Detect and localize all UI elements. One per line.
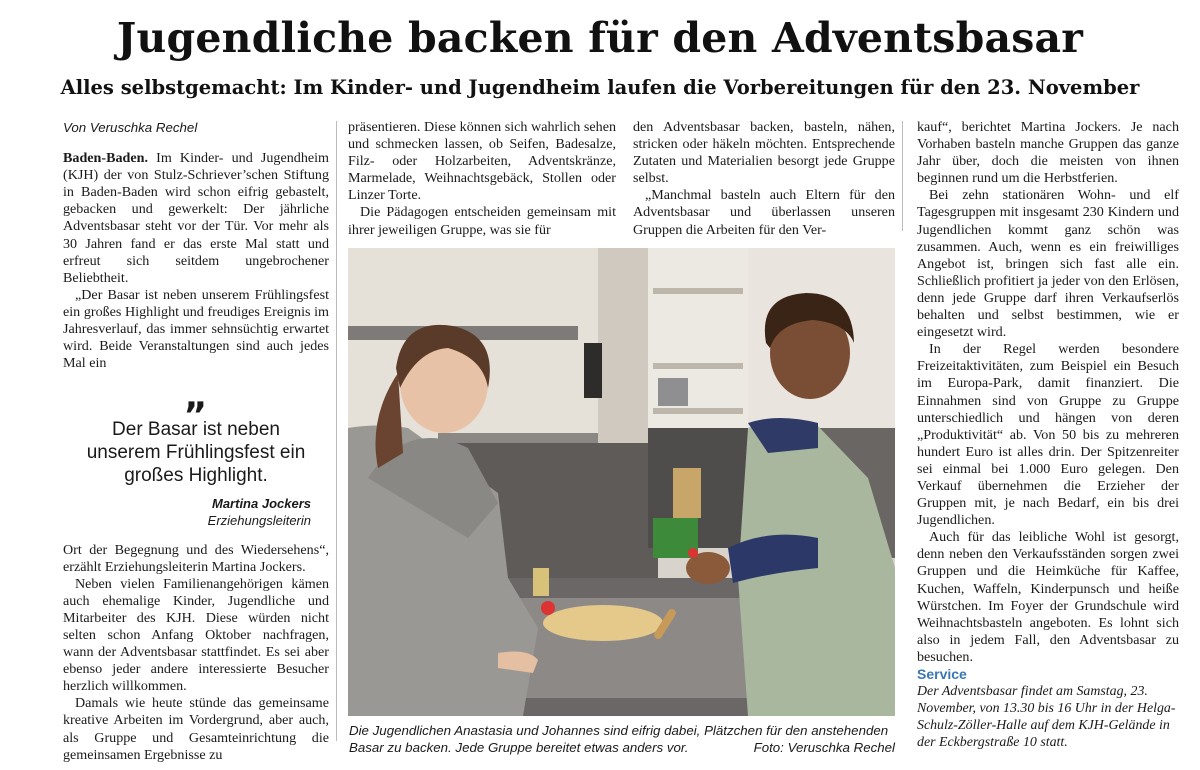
quote-mark-icon: „ (184, 376, 208, 418)
photo-caption (349, 722, 895, 756)
column-3 (633, 119, 895, 239)
pull-quote-text: Der Basar ist neben unserem Frühlingsfest ein großes Highlight. (86, 419, 306, 487)
pull-quote-role: Erziehungsleiterin (207, 513, 311, 529)
kitchen-photo-illustration (348, 248, 895, 716)
column-1 (63, 119, 329, 764)
paragraph: kauf“, berichtet Martina Jockers. Je nach Vorhaben basteln manche Gruppen das ganze Jahr über, doch die meisten von ihnen beginnen rund um die Herbstferien. (917, 119, 1179, 187)
article-headline: Jugendliche backen für den Adventsbasar (116, 14, 1084, 62)
paragraph: „Manchmal basteln auch Eltern für den Adventsbasar und überlassen unseren Gruppen die Arbeiten für den Ver- (633, 187, 895, 238)
paragraph: Ort der Begegnung und des Wiedersehens“, erzählt Erziehungsleiterin Martina Jockers. (63, 541, 329, 575)
paragraph: Bei zehn stationären Wohn- und elf Tagesgruppen mit insgesamt 230 Kindern und Jugendlichen kommt ganz schön was zusammen. Auch, wenn es ein freiwilliges Angebot ist, bringen sich fast alle ein. Schließlich profitiert ja jeder von den Erlösen, denn jede Gruppe darf ihren Verkaufserlös behalten und selbst bestimmen, wie er eingesetzt wird. (917, 187, 1179, 341)
paragraph: Auch für das leibliche Wohl ist gesorgt, denn neben den Verkaufsständen sorgen zwei Gruppen und die Heimküche für Kaffee, Kuchen, Waffeln, Kinderpunsch und heiße Würstchen. Im Foyer der Grundschule wird Weihnachtsbasteln angeboten. Es lohnt sich also in jedem Fall, den Adventsbasar zu besuchen. (917, 529, 1179, 665)
paragraph: Damals wie heute stünde das gemeinsame kreative Arbeiten im Vordergrund, aber auch, als Gruppe und Gesamteinrichtung die gemeinsamen Ergebnisse zu (63, 695, 329, 763)
paragraph: In der Regel werden besondere Freizeitaktivitäten, zum Beispiel ein Besuch im Europa-Park, damit finanziert. Die Einnahmen sind von Gruppe zu Gruppe unterschiedlich und hängen von deren „Produktivität“ ab. Von 50 bis zu mehreren hundert Euro ist alles drin. Der Spitzenreiter sei einmal bei 1.000 Euro gelegen. Den Verkauf übernehmen die Erzieher der Gruppen mit, je nach Bedarf, ein bis drei Jugendlichen. (917, 341, 1179, 529)
paragraph: Neben vielen Familienangehörigen kämen auch ehemalige Kinder, Jugendliche und Mitarbeiter des KJH. Diese würden nicht selten schon Anfang Oktober nachfragen, wann der Adventsbasar stattfindet. Es sei aber ebenso jeder andere interessierte Besucher herzlich willkommen. (63, 575, 329, 695)
paragraph (63, 150, 329, 287)
paragraph: „Der Basar ist neben unserem Frühlingsfest ein großes Highlight und freudiges Ereignis im Jahresverlauf, das immer sehnsüchtig erwartet wird. Beide Veranstaltungen sind auch jedes Mal ein (63, 286, 329, 372)
paragraph: Die Pädagogen entscheiden gemeinsam mit ihrer jeweiligen Gruppe, was sie für (348, 204, 616, 238)
column-2 (348, 119, 616, 239)
paragraph: den Adventsbasar backen, basteln, nähen, stricken oder häkeln möchten. Entsprechende Zutaten und Materialien besorgt jede Gruppe selbst. (633, 119, 895, 187)
service-heading: Service (917, 666, 967, 682)
column-divider (902, 121, 903, 231)
article-photo (348, 248, 895, 716)
photo-credit: Foto: Veruschka Rechel (753, 740, 895, 755)
caption-text: Die Jugendlichen Anastasia und Johannes sind eifrig dabei, Plätzchen für den anstehenden Basar zu backen. Jede Gruppe bereitet etwas anders vor. (349, 723, 889, 755)
paragraph: präsentieren. Diese können sich wahrlich sehen und schmecken lassen, ob Seifen, Badesalze, Filz- oder Holzarbeiten, Adventskränze, Marmelade, Weihnachtsgebäck, Stollen oder Linzer Torte. (348, 119, 616, 204)
column-divider (336, 121, 337, 741)
article-subheadline: Alles selbstgemacht: Im Kinder- und Jugendheim laufen die Vorbereitungen für den 23. November (60, 76, 1140, 99)
dateline: Baden-Baden. (63, 150, 148, 167)
pull-quote (63, 376, 329, 529)
service-text: Der Adventsbasar findet am Samstag, 23. November, von 13.30 bis 16 Uhr in der Helga-Schulz-Zöller-Halle auf dem KJH-Gelände in der Eckbergstraße 10 statt. (917, 684, 1176, 751)
byline: Von Veruschka Rechel (63, 120, 198, 135)
pull-quote-author: Martina Jockers (212, 496, 311, 512)
column-4 (917, 119, 1179, 751)
paragraph-text: Im Kinder- und Jugendheim (KJH) der von Stulz-Schriever’schen Stiftung in Baden-Baden wird schon eifrig gebastelt, gebacken und gewerkelt: Der jährliche Adventsbasar steht vor der Tür. Vor mehr als 30 Jahren fand er das erste Mal statt und erfreut sich seitdem ungebrochener Beliebtheit. (63, 150, 329, 286)
